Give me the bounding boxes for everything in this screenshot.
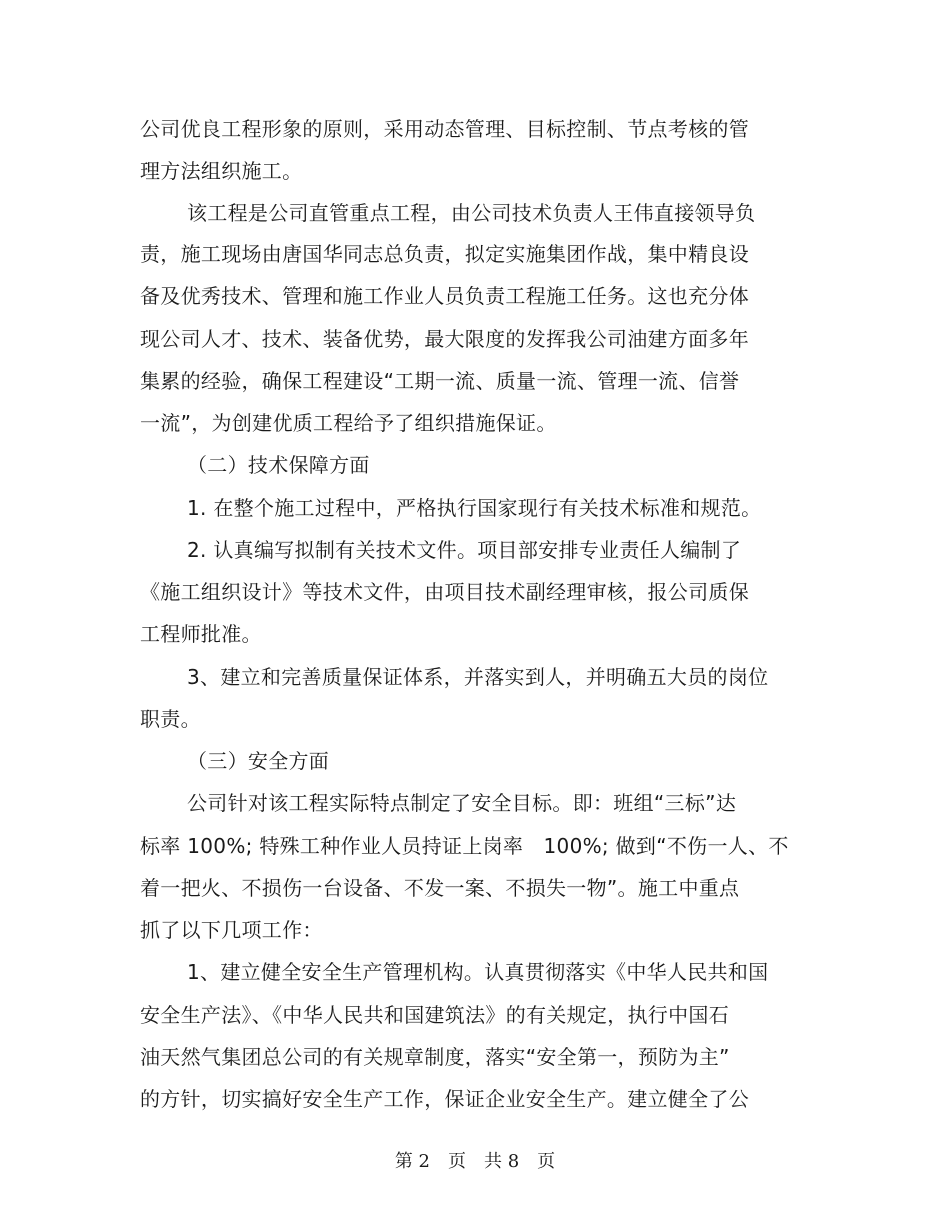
text-line: 抓了以下几项工作： [140,918,323,942]
text-line: 1. 在整个施工过程中，严格执行国家现行有关技术标准和规范。 [187,496,762,520]
text-line: 集累的经验，确保工程建设“工期一流、质量一流、管理一流、信誉 [140,369,740,393]
text-line: 工程师批准。 [140,622,262,646]
text-line: 的方针，切实搞好安全生产工作，保证企业安全生产。建立健全了公 [140,1087,749,1111]
text-line: 现公司人才、技术、装备优势，最大限度的发挥我公司油建方面多年 [140,327,749,351]
text-line: 油天然气集团总公司的有关规章制度，落实“安全第一，预防为主” [140,1045,730,1069]
text-line: 公司针对该工程实际特点制定了安全目标。即：班组“三标”达 [187,791,737,815]
text-line: 1、建立健全安全生产管理机构。认真贯彻落实《中华人民共和国 [187,960,769,984]
page-footer: 第 2 页 共 8 页 [394,1151,556,1172]
text-line: 责，施工现场由唐国华同志总负责，拟定实施集团作战，集中精良设 [140,242,749,266]
text-line: 3、建立和完善质量保证体系，并落实到人，并明确五大员的岗位 [187,665,769,689]
text-line: 标率 100%; 特殊工种作业人员持证上岗率 100%; 做到“不伤一人、不 [140,834,789,858]
text-line: 一流”，为创建优质工程给予了组织措施保证。 [140,411,557,435]
text-line: 着一把火、不损伤一台设备、不发一案、不损失一物”。施工中重点 [140,876,740,900]
text-line: 职责。 [140,707,201,731]
text-line: 公司优良工程形象的原则，采用动态管理、目标控制、节点考核的管 [140,117,749,141]
section-heading: （二）技术保障方面 [187,453,370,477]
text-line: 2. 认真编写拟制有关技术文件。项目部安排专业责任人编制了 [187,538,742,562]
text-line: 该工程是公司直管重点工程，由公司技术负责人王伟直接领导负 [187,201,756,225]
text-line: 《施工组织设计》等技术文件，由项目技术副经理审核，报公司质保 [140,580,749,604]
text-line: 安全生产法》、《中华人民共和国建筑法》的有关规定，执行中国石 [140,1003,729,1027]
text-line: 理方法组织施工。 [140,159,303,183]
section-heading: （三）安全方面 [187,749,330,773]
text-line: 备及优秀技术、管理和施工作业人员负责工程施工任务。这也充分体 [140,284,749,308]
